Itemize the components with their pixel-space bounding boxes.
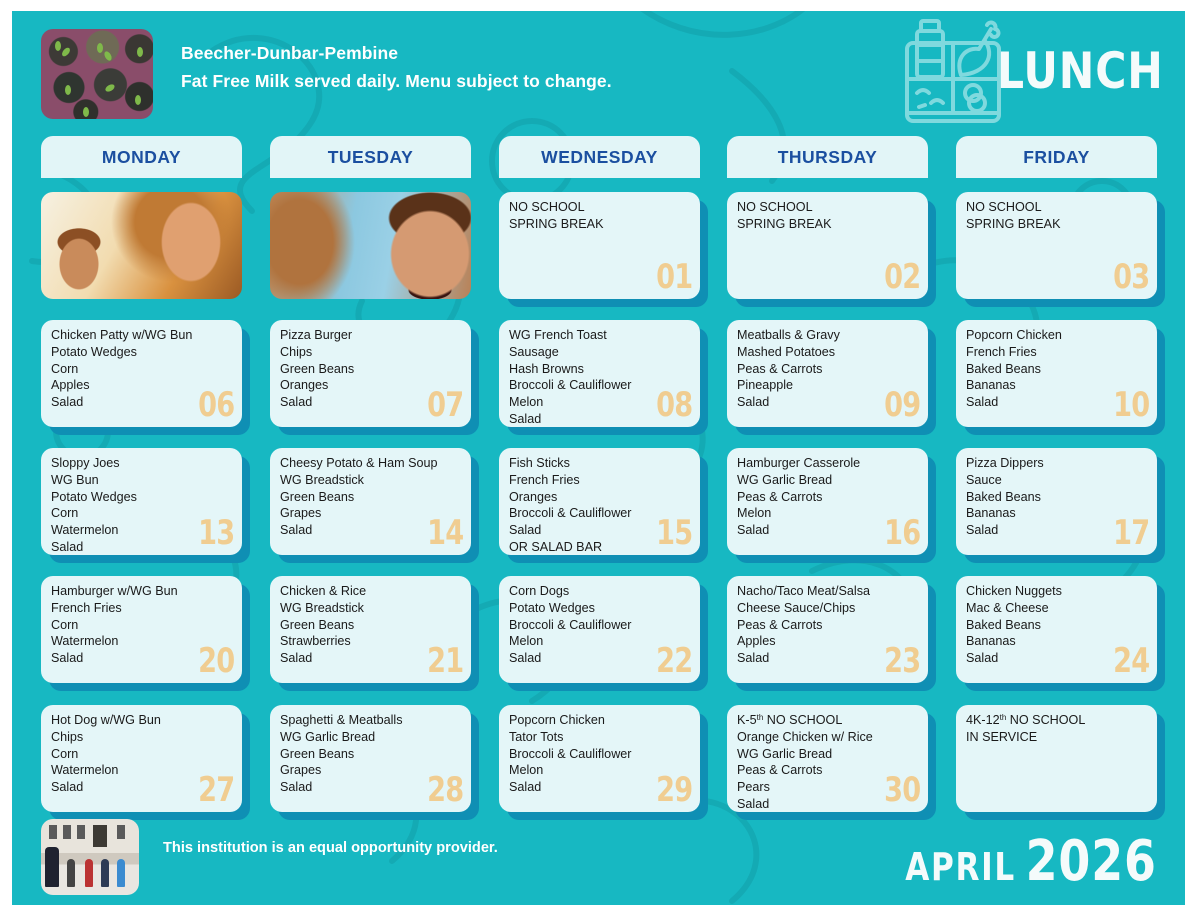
menu-items: NO SCHOOL SPRING BREAK xyxy=(966,200,1061,231)
date-number: 22 xyxy=(655,641,692,681)
day-cell-17 xyxy=(956,448,1157,555)
lunch-menu-page xyxy=(12,11,1185,905)
day-header-wednesday: WEDNESDAY xyxy=(499,136,700,178)
date-number: 07 xyxy=(426,385,463,425)
year-label: 2026 xyxy=(1025,829,1157,894)
month-label: APRIL xyxy=(905,845,1017,889)
day-cell-14 xyxy=(270,448,471,555)
date-number: 09 xyxy=(883,385,920,425)
menu-items: NO SCHOOL SPRING BREAK xyxy=(737,200,832,231)
menu-items: Chicken Patty w/WG Bun Potato Wedges Corn Apples Salad xyxy=(51,328,193,410)
date-number: 21 xyxy=(426,641,463,681)
menu-items: Popcorn Chicken Tator Tots Broccoli & Cauliflower Melon Salad xyxy=(509,713,632,795)
menu-items: 4K-12th NO SCHOOL IN SERVICE xyxy=(966,713,1086,744)
day-cell-20 xyxy=(41,576,242,683)
menu-items: Pizza Burger Chips Green Beans Oranges Salad xyxy=(280,328,355,410)
day-cell-02 xyxy=(727,192,928,299)
date-number: 06 xyxy=(197,385,234,425)
day-cell-27 xyxy=(41,705,242,812)
milk-note: Fat Free Milk served daily. Menu subject to change. xyxy=(181,71,612,91)
day-cell-15 xyxy=(499,448,700,555)
menu-items: Popcorn Chicken French Fries Baked Beans Bananas Salad xyxy=(966,328,1062,410)
menu-items: Chicken & Rice WG Breadstick Green Beans Strawberries Salad xyxy=(280,584,367,666)
menu-items: Chicken Nuggets Mac & Cheese Baked Beans Bananas Salad xyxy=(966,584,1062,666)
date-number: 24 xyxy=(1112,641,1149,681)
date-number: 15 xyxy=(655,513,692,553)
month-year-title xyxy=(905,829,1157,894)
district-name: Beecher-Dunbar-Pembine xyxy=(181,43,399,63)
lunch-tray-icon xyxy=(903,17,1007,129)
seedlings-photo xyxy=(41,29,153,119)
date-number: 30 xyxy=(883,770,920,810)
day-cell-28 xyxy=(270,705,471,812)
day-cell-21 xyxy=(270,576,471,683)
date-number: 17 xyxy=(1112,513,1149,553)
lunch-title: LUNCH xyxy=(997,42,1164,100)
date-number: 28 xyxy=(426,770,463,810)
day-cell-16 xyxy=(727,448,928,555)
menu-items: Corn Dogs Potato Wedges Broccoli & Cauliflower Melon Salad xyxy=(509,584,632,666)
date-number: 29 xyxy=(655,770,692,810)
date-number: 27 xyxy=(197,770,234,810)
date-number: 10 xyxy=(1112,385,1149,425)
students-walking-photo xyxy=(41,819,139,895)
date-number: 23 xyxy=(883,641,920,681)
menu-items: Sloppy Joes WG Bun Potato Wedges Corn Watermelon Salad xyxy=(51,456,137,554)
day-cell-07 xyxy=(270,320,471,427)
day-cell-09 xyxy=(727,320,928,427)
day-cell-in-service xyxy=(956,705,1157,812)
menu-items: Cheesy Potato & Ham Soup WG Breadstick Green Beans Grapes Salad xyxy=(280,456,438,538)
day-cell-24 xyxy=(956,576,1157,683)
menu-items: Nacho/Taco Meat/Salsa Cheese Sauce/Chips Peas & Carrots Apples Salad xyxy=(737,584,871,666)
date-number: 02 xyxy=(883,257,920,297)
day-cell-30 xyxy=(727,705,928,812)
day-cell-29 xyxy=(499,705,700,812)
header-text xyxy=(181,39,612,95)
laughing-kids-photo-2 xyxy=(270,192,471,299)
date-number: 13 xyxy=(197,513,234,553)
date-number: 14 xyxy=(426,513,463,553)
day-cell-23 xyxy=(727,576,928,683)
menu-items: Fish Sticks French Fries Oranges Broccoli & Cauliflower Salad OR SALAD BAR xyxy=(509,456,632,554)
menu-items: Pizza Dippers Sauce Baked Beans Bananas Salad xyxy=(966,456,1044,538)
menu-items: K-5th NO SCHOOL Orange Chicken w/ Rice WG Garlic Bread Peas & Carrots Pears Salad xyxy=(737,713,873,811)
day-header-tuesday: TUESDAY xyxy=(270,136,471,178)
day-cell-06 xyxy=(41,320,242,427)
day-cell-03 xyxy=(956,192,1157,299)
day-cell-10 xyxy=(956,320,1157,427)
day-cell-08 xyxy=(499,320,700,427)
menu-items: NO SCHOOL SPRING BREAK xyxy=(509,200,604,231)
day-cell-01 xyxy=(499,192,700,299)
menu-items: Hamburger Casserole WG Garlic Bread Peas & Carrots Melon Salad xyxy=(737,456,861,538)
day-cell-22 xyxy=(499,576,700,683)
date-number: 16 xyxy=(883,513,920,553)
date-number: 01 xyxy=(655,257,692,297)
equal-opportunity-statement: This institution is an equal opportunity provider. xyxy=(163,840,498,856)
menu-items: WG French Toast Sausage Hash Browns Broccoli & Cauliflower Melon Salad xyxy=(509,328,632,426)
date-number: 20 xyxy=(197,641,234,681)
menu-items: Hot Dog w/WG Bun Chips Corn Watermelon Salad xyxy=(51,713,161,795)
day-header-thursday: THURSDAY xyxy=(727,136,928,178)
day-cell-13 xyxy=(41,448,242,555)
date-number: 03 xyxy=(1112,257,1149,297)
menu-items: Meatballs & Gravy Mashed Potatoes Peas & Carrots Pineapple Salad xyxy=(737,328,840,410)
laughing-kids-photo-1 xyxy=(41,192,242,299)
menu-items: Hamburger w/WG Bun French Fries Corn Watermelon Salad xyxy=(51,584,178,666)
menu-items: Spaghetti & Meatballs WG Garlic Bread Green Beans Grapes Salad xyxy=(280,713,403,795)
day-header-monday: MONDAY xyxy=(41,136,242,178)
day-header-friday: FRIDAY xyxy=(956,136,1157,178)
date-number: 08 xyxy=(655,385,692,425)
